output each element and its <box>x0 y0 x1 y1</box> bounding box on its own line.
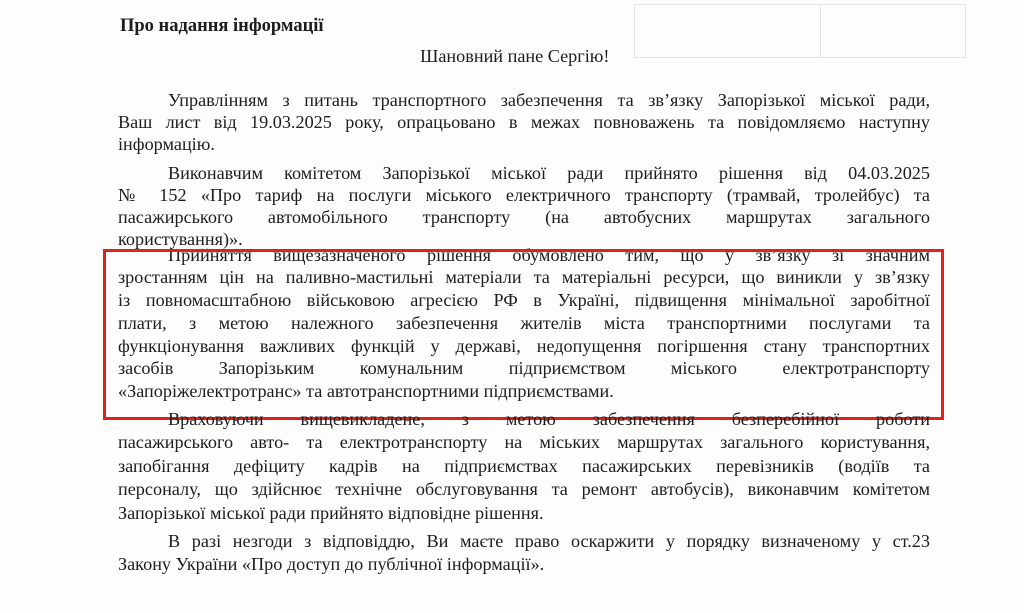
paragraph-line: плати, з метою належного забезпечення жителів міста транспортними послугами та <box>118 313 930 333</box>
paragraph-line: № 152 «Про тариф на послуги міського електричного транспорту (трамвай, тролейбус) та <box>118 185 930 205</box>
paragraph-line: Ваш лист від 19.03.2025 року, опрацьовано в межах повноважень та повідомляємо наступну <box>118 112 930 132</box>
paragraph-line: Управлінням з питань транспортного забезпечення та зв’язку Запорізької міської ради, <box>168 90 930 110</box>
paragraph-line: зростанням цін на паливно-мастильні матеріали та матеріальні ресурси, що виникли у зв’язку <box>118 267 930 287</box>
paragraph-line: В разі незгоди з відповіддю, Ви маєте право оскаржити у порядку визначеному у ст.23 <box>168 531 930 551</box>
paragraph-line: засобів Запорізьким комунальним підприємством міського електротранспорту <box>118 358 930 378</box>
paragraph-line: пасажирського автомобільного транспорту (на автобусних маршрутах загального <box>118 207 930 227</box>
paragraph-line: функціонування важливих функцій у державі, недопущення погіршення стану транспортних <box>118 336 930 356</box>
letter-subject: Про надання інформації <box>120 16 324 36</box>
paragraph-line: користування)». <box>118 229 243 249</box>
paragraph-line: пасажирського авто- та електротранспорту на міських маршрутах загального користування, <box>118 432 930 452</box>
paragraph-line: персоналу, що здійснює технічне обслуговування та ремонт автобусів), виконавчим комітетом <box>118 479 930 499</box>
paragraph-line: запобігання дефіциту кадрів на підприємствах пасажирських перевізників (водіїв та <box>118 456 930 476</box>
paragraph-line: із повномасштабною військовою агресією РФ в Україні, підвищення мінімальної заробітної <box>118 290 930 310</box>
paragraph-line: Прийняття вищезазначеного рішення обумовлено тим, що у зв’язку зі значним <box>168 245 930 265</box>
paragraph-line: Враховуючи вищевикладене, з метою забезпечення безперебійної роботи <box>168 409 930 429</box>
paragraph-line: Запорізької міської ради прийнято відповідне рішення. <box>118 503 544 523</box>
letter-salutation: Шановний пане Сергію! <box>420 46 610 66</box>
paragraph-line: інформацію. <box>118 134 215 154</box>
paragraph-line: Виконавчим комітетом Запорізької міської ради прийнято рішення від 04.03.2025 <box>168 163 930 183</box>
paragraph-line: «Запоріжелектротранс» та автотранспортними підприємствами. <box>118 381 614 401</box>
paragraph-line: Закону України «Про доступ до публічної інформації». <box>118 554 545 574</box>
reverse-side-bleed-through <box>634 0 964 70</box>
highlight-box <box>103 249 944 420</box>
